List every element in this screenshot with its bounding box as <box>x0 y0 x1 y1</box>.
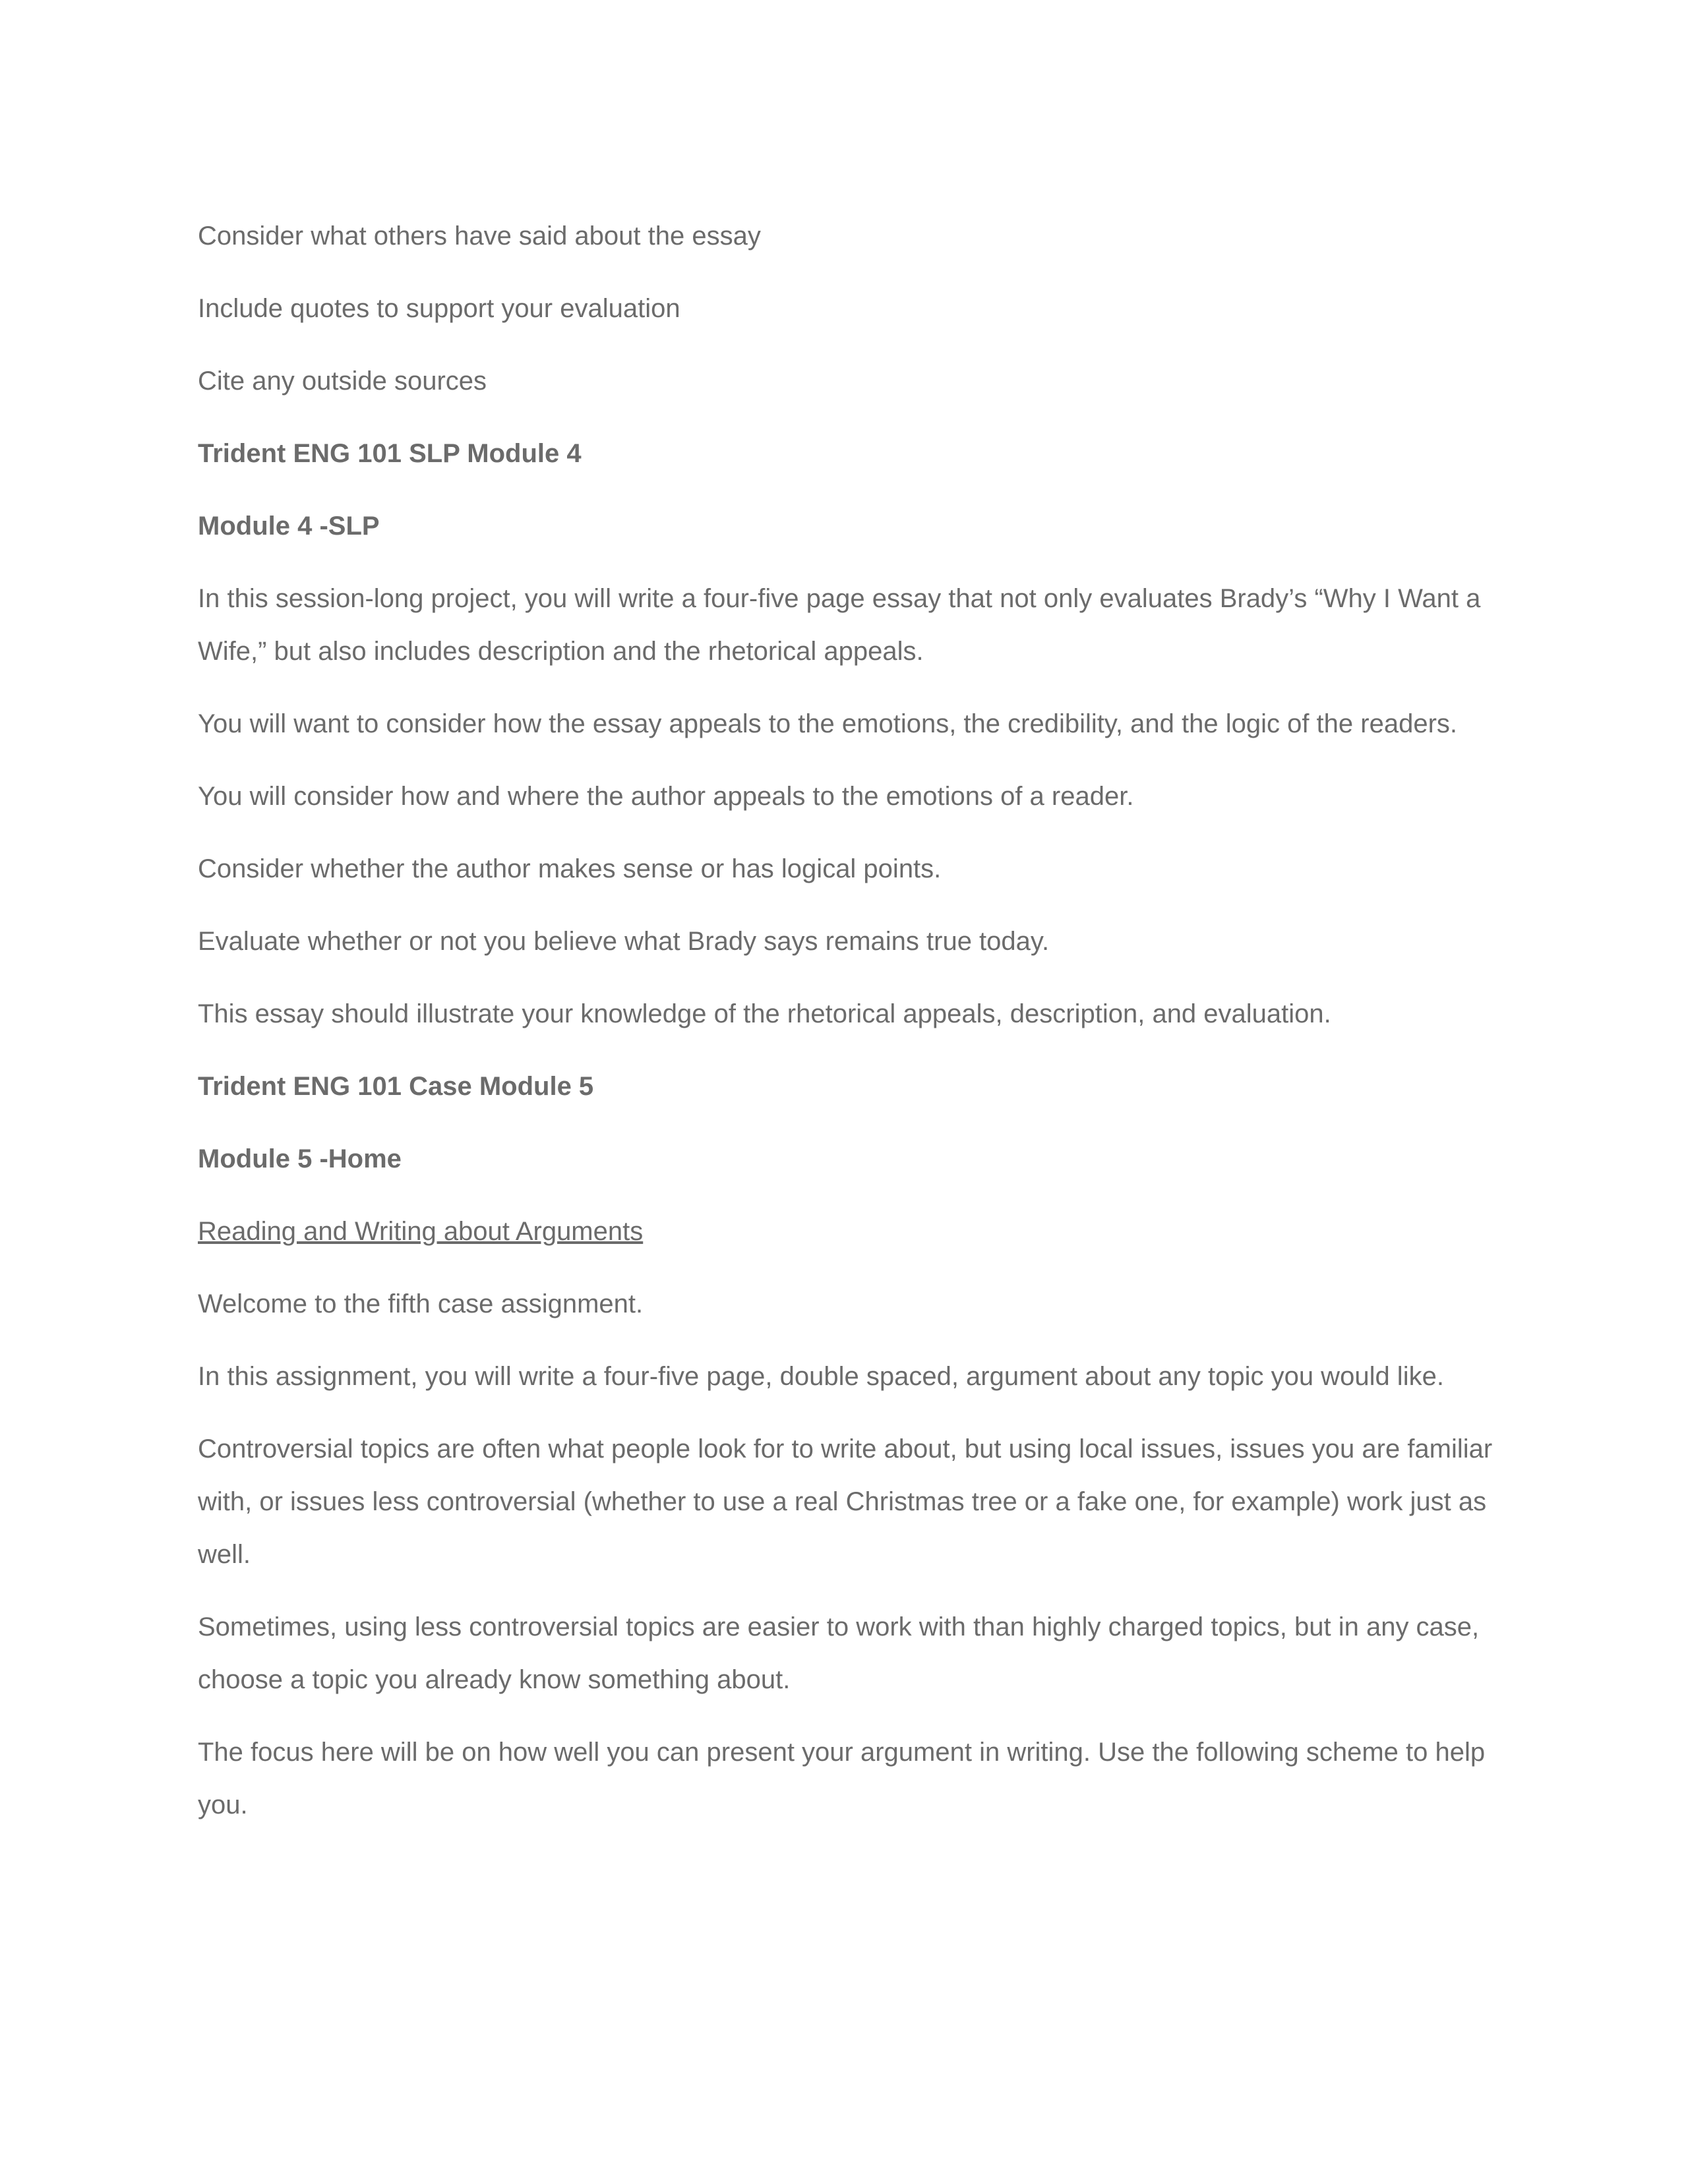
section-heading: Module 4 -SLP <box>198 512 380 541</box>
section-heading: Trident ENG 101 SLP Module 4 <box>198 439 582 468</box>
underlined-subheading: Reading and Writing about Arguments <box>198 1217 644 1246</box>
paragraph: Welcome to the fifth case assignment. <box>198 1289 644 1318</box>
document-body <box>198 210 1510 1851</box>
paragraph: Include quotes to support your evaluation <box>198 294 680 323</box>
paragraph: Sometimes, using less controversial topics are easier to work with than highly charged topics, but in any case, choose a topic you already know something about. <box>198 1612 1480 1694</box>
paragraph: In this session-long project, you will write a four-five page essay that not only evaluates Brady’s “Why I Want a Wife,” but also includes description and the rhetorical appeals. <box>198 584 1481 666</box>
paragraph: Consider what others have said about the essay <box>198 221 761 251</box>
paragraph: The focus here will be on how well you can present your argument in writing. Use the following scheme to help you. <box>198 1738 1486 1819</box>
paragraph: You will consider how and where the author appeals to the emotions of a reader. <box>198 782 1134 811</box>
section-heading: Module 5 -Home <box>198 1144 402 1173</box>
paragraph: Cite any outside sources <box>198 367 487 396</box>
paragraph: You will want to consider how the essay appeals to the emotions, the credibility, and the logic of the readers. <box>198 709 1457 738</box>
paragraph: Evaluate whether or not you believe what Brady says remains true today. <box>198 927 1050 956</box>
section-heading: Trident ENG 101 Case Module 5 <box>198 1072 594 1101</box>
paragraph: This essay should illustrate your knowledge of the rhetorical appeals, description, and evaluation. <box>198 999 1331 1028</box>
paragraph: Consider whether the author makes sense or has logical points. <box>198 854 942 883</box>
paragraph: Controversial topics are often what people look for to write about, but using local issues, issues you are familiar with, or issues less controversial (whether to use a real Christmas tree or a fake one, for example) work just as well. <box>198 1434 1493 1569</box>
paragraph: In this assignment, you will write a four-five page, double spaced, argument about any topic you would like. <box>198 1362 1444 1391</box>
